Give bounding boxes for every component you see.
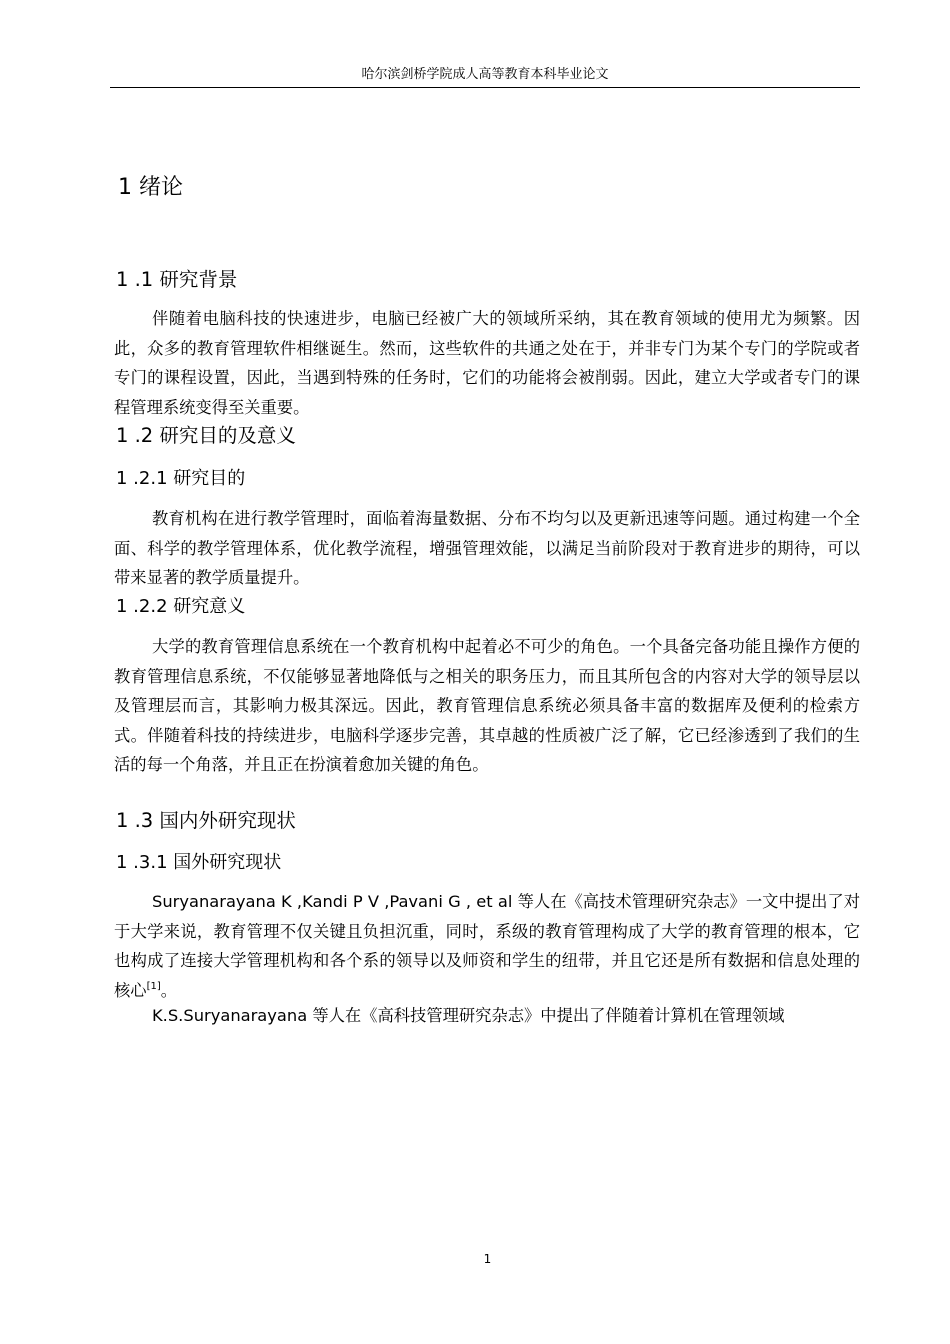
section-title-1-1: 1 .1 研究背景 [116, 268, 238, 291]
section-title-1-3: 1 .3 国内外研究现状 [116, 809, 296, 832]
running-header: 哈尔滨剑桥学院成人高等教育本科毕业论文 [361, 67, 609, 82]
subsection-title-1-2-2: 1 .2.2 研究意义 [116, 596, 246, 617]
header-rule [110, 87, 860, 88]
subsection-title-1-3-1: 1 .3.1 国外研究现状 [116, 852, 282, 873]
paragraph-1-3-1-b: K.S.Suryanarayana 等人在《高科技管理研究杂志》中提出了伴随着计算机在管理领域 [152, 1006, 785, 1025]
section-title-1-2: 1 .2 研究目的及意义 [116, 424, 296, 447]
chapter-title: 1 绪论 [118, 175, 183, 200]
paragraph-1-3-1-a [114, 887, 860, 1005]
subsection-title-1-2-1: 1 .2.1 研究目的 [116, 468, 246, 489]
page-number: 1 [483, 1252, 492, 1266]
paragraph-1-2-2: 大学的教育管理信息系统在一个教育机构中起着必不可少的角色。一个具备完备功能且操作方便的教育管理信息系统，不仅能够显著地降低与之相关的职务压力，而且其所包含的内容对大学的领导层以及管理层而言，其影响力极其深远。因此，教育管理信息系统必须具备丰富的数据库及便利的检索方式。伴随着科技的持续进步，电脑科学逐步完善，其卓越的性质被广泛了解，它已经渗透到了我们的生活的每一个角落，并且正在扮演着愈加关键的角色。 [114, 637, 860, 775]
paragraph-1-3-1-a-end: 。 [160, 980, 178, 1000]
citation-marker: [1] [146, 980, 161, 992]
paragraph-1-1: 伴随着电脑科技的快速进步，电脑已经被广大的领域所采纳，其在教育领域的使用尤为频繁。因此，众多的教育管理软件相继诞生。然而，这些软件的共通之处在于，并非专门为某个专门的学院或者专门的课程设置，因此，当遇到特殊的任务时，它们的功能将会被削弱。因此，建立大学或者专门的课程管理系统变得至关重要。 [114, 309, 860, 417]
paragraph-1-3-1-a-text: Suryanarayana K ,Kandi P V ,Pavani G , et al 等人在《高技术管理研究杂志》一文中提出了对于大学来说，教育管理不仅关键且负担沉重，同时，系级的教育管理构成了大学的教育管理的根本，它也构成了连接大学管理机构和各个系的领导以及师资和学生的纽带，并且它还是所有数据和信息处理的核心 [114, 892, 860, 1000]
paragraph-1-2-1: 教育机构在进行教学管理时，面临着海量数据、分布不均匀以及更新迅速等问题。通过构建一个全面、科学的教学管理体系，优化教学流程，增强管理效能，以满足当前阶段对于教育进步的期待，可以带来显著的教学质量提升。 [114, 509, 860, 588]
